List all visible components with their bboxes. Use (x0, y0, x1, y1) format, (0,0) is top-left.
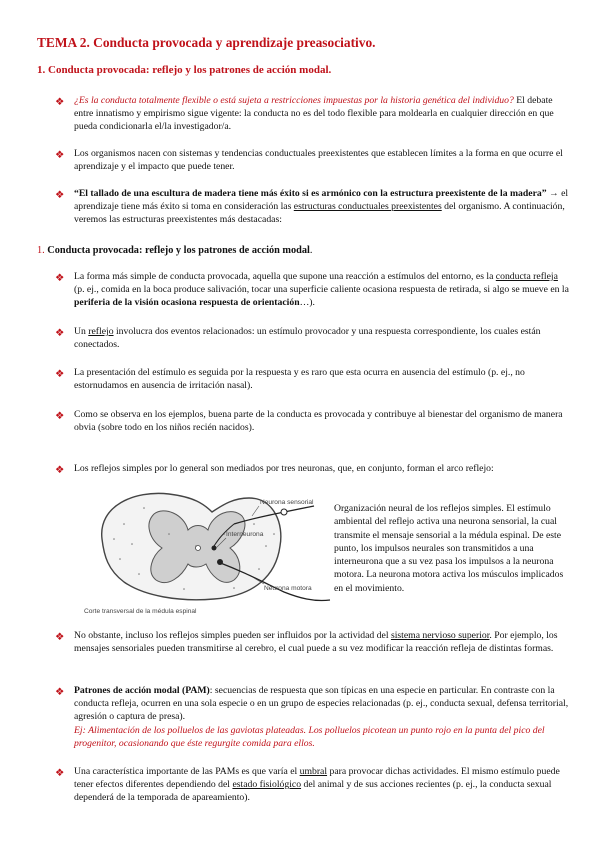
section-title: Conducta provocada: reflejo y los patrones de acción modal (44, 245, 310, 256)
paragraph-1 (74, 94, 569, 134)
figure-caption: Organización neural de los reflejos simples. El estímulo ambiental del reflejo activa una neurona sensorial, la cual transmite el mensaje sensorial a la médula espinal. De este punto, los impulsos neurales son transmitidos a una interneurona que a su vez pasa los impulsos a la neurona motora. La neurona motora activa los músculos implicados en el movimiento. (334, 503, 564, 594)
link-umbral[interactable]: umbral (299, 766, 328, 777)
paragraph-text: El debate entre innatismo y empirismo sigue vigente: la conducta no es del todo flexible para moldearla en cualquier dirección en que pueda condicionarla el/la investigador/a. (74, 95, 554, 133)
paragraph-text: del animal y de sus acciones recientes (p. ej., la conducta sexual dependerá de la temporada de apareamiento). (74, 779, 552, 804)
paragraph-4 (74, 270, 569, 310)
link-reflejo[interactable]: reflejo (88, 326, 114, 337)
diamond-bullet-icon: ❖ (55, 97, 65, 108)
diamond-bullet-icon: ❖ (55, 411, 65, 422)
diamond-bullet-icon: ❖ (55, 328, 65, 339)
paragraph-text: del organismo. A continuación, veremos las estructuras preexistentes más destacadas: (74, 201, 565, 226)
paragraph-text: . Por ejemplo, los mensajes sensoriales pueden transmitirse al cerebro, el cual puede a su vez modificar la reacción refleja de distintas formas. (74, 630, 558, 655)
link-sistema-nervioso[interactable]: sistema nervioso superior (390, 630, 490, 641)
section-number: 1. (37, 245, 45, 256)
page-title: TEMA 2. Conducta provocada y aprendizaje preasociativo. (37, 35, 376, 50)
label-sensory: Neurona sensorial (260, 499, 314, 506)
question-text: ¿Es la conducta totalmente flexible o está sujeta a restricciones impuestas por la historia genética del individuo? (74, 95, 514, 106)
diamond-bullet-icon: ❖ (55, 273, 65, 284)
paragraph-text: …). (299, 297, 315, 309)
diamond-bullet-icon: ❖ (55, 150, 65, 161)
link-estructuras[interactable]: estructuras conductuales preexistentes (293, 201, 442, 213)
section-subheading (37, 245, 312, 256)
section-heading: 1. Conducta provocada: reflejo y los patrones de acción modal. (37, 64, 332, 76)
paragraph-2: Los organismos nacen con sistemas y tendencias conductuales preexistentes que establecen límites a la forma en que ocurre el aprendizaje y el impacto que puede tener. (74, 148, 563, 173)
paragraph-11 (74, 765, 569, 805)
paragraph-text: → el aprendizaje tiene más éxito si toma en consideración las (74, 188, 569, 213)
paragraph-text: para provocar dichas actividades. El mismo estímulo puede tener efectos diferentes dependiendo del (74, 766, 560, 791)
paragraph-text: La forma más simple de conducta provocada, aquella que supone una reacción a estímulos del entorno, es la (74, 271, 496, 282)
reflex-arc-figure (84, 484, 332, 616)
paragraph-10 (74, 684, 569, 750)
section-dot: . (309, 245, 313, 256)
diamond-bullet-icon: ❖ (55, 190, 65, 201)
diamond-bullet-icon: ❖ (55, 369, 65, 380)
diamond-bullet-icon: ❖ (55, 632, 65, 643)
diamond-bullet-icon: ❖ (55, 687, 65, 698)
label-cross-section: Corte transversal de la médula espinal (84, 608, 197, 615)
paragraph-9 (74, 629, 569, 655)
example-text: Ej: Alimentación de los polluelos de las gaviotas plateadas. Los polluelos picotean un punto rojo en la punta del pico del progenitor, ocasionando que éste regurgite comida para ellos. (74, 724, 545, 749)
central-canal (196, 546, 201, 551)
paragraph-text: Un (74, 326, 89, 337)
link-conducta-refleja[interactable]: conducta refleja (495, 271, 558, 282)
paragraph-5 (74, 325, 569, 351)
paragraph-text: : secuencias de respuesta que son típicas en una especie en particular. En contraste con la conducta refleja, ocurren en una sola especie o en un grupo de especies relacionadas (p. ej., conducta sexual, defensa territorial, agresión o captura de presa). (74, 685, 569, 723)
bold-term: Patrones de acción modal (PAM) (74, 685, 210, 696)
label-motor: Neurona motora (264, 585, 312, 592)
paragraph-6: La presentación del estímulo es seguida por la respuesta y es raro que esta ocurra en ausencia del estímulo (p. ej., no estornudamos en ausencia de irritación nasal). (74, 367, 525, 392)
ganglion-cell (281, 509, 287, 515)
diamond-bullet-icon: ❖ (55, 465, 65, 476)
label-interneuron: Interneurona (226, 531, 264, 538)
paragraph-3 (74, 187, 569, 227)
bold-text: periferia de la visión ocasiona respuesta de orientación (74, 297, 300, 309)
link-estado-fisiologico[interactable]: estado fisiológico (232, 779, 302, 791)
paragraph-text: (p. ej., comida en la boca produce salivación, tocar una superficie caliente ocasiona respuesta de retirada, si algo se mueve en la (74, 284, 569, 296)
paragraph-text: involucra dos eventos relacionados: un estímulo provocador y una respuesta correspondiente, los cuales están conectados. (74, 326, 541, 351)
paragraph-8: Los reflejos simples por lo general son mediados por tres neuronas, que, en conjunto, forman el arco reflejo: (74, 463, 494, 474)
quote-text: “El tallado de una escultura de madera tiene más éxito si es armónico con la estructura preexistente de la madera” (74, 188, 547, 199)
paragraph-7: Como se observa en los ejemplos, buena parte de la conducta es provocada y contribuye al bienestar del organismo de manera obvia (sobre todo en los niños recién nacidos). (74, 409, 563, 434)
diamond-bullet-icon: ❖ (55, 768, 65, 779)
interneuron-body (212, 546, 217, 551)
paragraph-text: Una característica importante de las PAMs es que varía el (74, 766, 300, 777)
motor-neuron-body (217, 559, 223, 565)
paragraph-text: No obstante, incluso los reflejos simples pueden ser influidos por la actividad del (74, 630, 391, 641)
spinal-cord-illustration (84, 484, 332, 616)
